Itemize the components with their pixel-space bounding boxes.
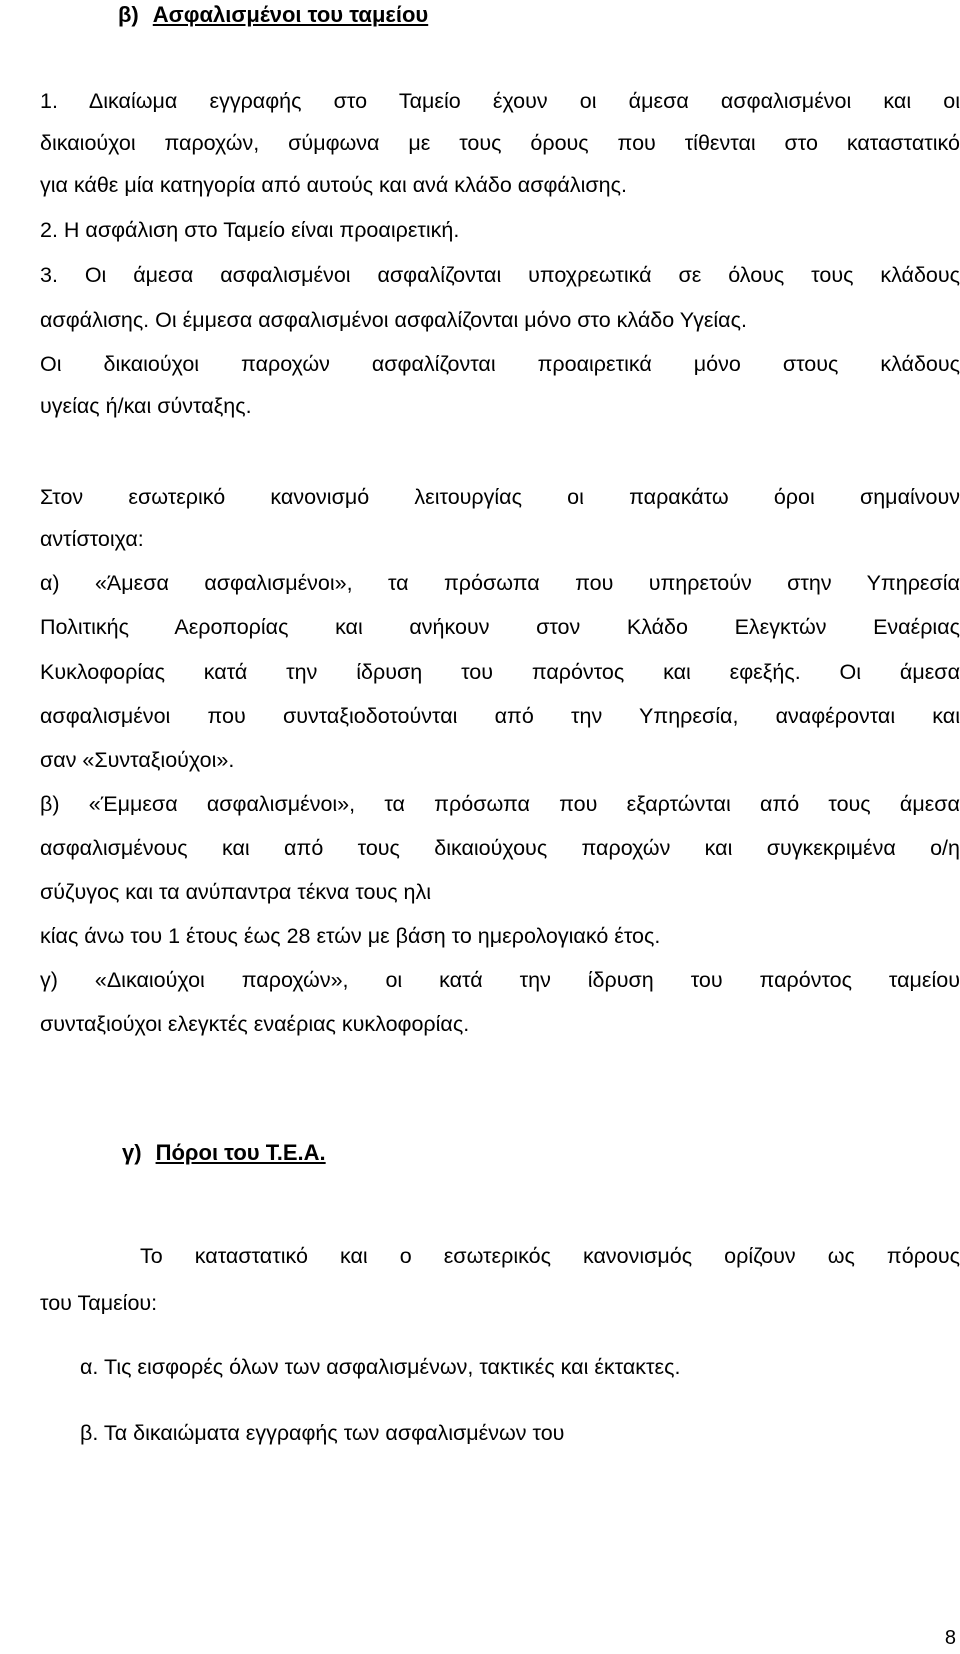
- paragraph-line: γ) «Δικαιούχοι παροχών», οι κατά την ίδρυση του παρόντος ταμείου: [40, 968, 960, 992]
- paragraph-line: Στον εσωτερικό κανονισμό λειτουργίας οι παρακάτω όροι σημαίνουν: [40, 485, 960, 509]
- paragraph-line: 3. Οι άμεσα ασφαλισμένοι ασφαλίζονται υποχρεωτικά σε όλους τους κλάδους: [40, 263, 960, 287]
- paragraph-line: ασφαλισμένους και από τους δικαιούχους παροχών και συγκεκριμένα ο/η: [40, 836, 960, 860]
- paragraph-line: υγείας ή/και σύνταξης.: [40, 394, 252, 418]
- paragraph-line: 2. Η ασφάλιση στο Ταμείο είναι προαιρετική.: [40, 218, 460, 242]
- paragraph-line: Πολιτικής Αεροπορίας και ανήκουν στον Κλάδο Ελεγκτών Εναέριας: [40, 615, 960, 639]
- section-b-title: Ασφαλισμένοι του ταμείου: [152, 2, 429, 27]
- list-item: α. Τις εισφορές όλων των ασφαλισμένων, τακτικές και έκτακτες.: [80, 1355, 681, 1379]
- paragraph-line: Το καταστατικό και ο εσωτερικός κανονισμός ορίζουν ως πόρους: [140, 1244, 960, 1268]
- section-c-number: γ): [122, 1140, 142, 1165]
- paragraph-line: Οι δικαιούχοι παροχών ασφαλίζονται προαιρετικά μόνο στους κλάδους: [40, 352, 960, 376]
- paragraph-line: β) «Έμμεσα ασφαλισμένοι», τα πρόσωπα που εξαρτώνται από τους άμεσα: [40, 792, 960, 816]
- section-b-heading: [118, 2, 960, 28]
- paragraph-line: αντίστοιχα:: [40, 527, 144, 551]
- paragraph-line: για κάθε μία κατηγορία από αυτούς και ανά κλάδο ασφάλισης.: [40, 173, 627, 197]
- page-number: 8: [944, 1627, 956, 1649]
- paragraph-line: σύζυγος και τα ανύπαντρα τέκνα τους ηλι: [40, 880, 432, 904]
- paragraph-line: ασφαλισμένοι που συνταξιοδοτούνται από την Υπηρεσία, αναφέρονται και: [40, 704, 960, 728]
- paragraph-line: Κυκλοφορίας κατά την ίδρυση του παρόντος και εφεξής. Οι άμεσα: [40, 660, 960, 684]
- section-b-number: β): [118, 2, 139, 27]
- paragraph-line: σαν «Συνταξιούχοι».: [40, 748, 235, 772]
- section-c-heading: [122, 1140, 960, 1166]
- paragraph-line: του Ταμείου:: [40, 1291, 158, 1315]
- paragraph-line: δικαιούχοι παροχών, σύμφωνα με τους όρους που τίθενται στο καταστατικό: [40, 131, 960, 155]
- paragraph-line: α) «Άμεσα ασφαλισμένοι», τα πρόσωπα που υπηρετούν στην Υπηρεσία: [40, 571, 960, 595]
- section-c-title: Πόροι του Τ.Ε.Α.: [155, 1140, 326, 1165]
- paragraph-line: κίας άνω του 1 έτους έως 28 ετών με βάση το ημερολογιακό έτος.: [40, 924, 661, 948]
- paragraph-line: συνταξιούχοι ελεγκτές εναέριας κυκλοφορίας.: [40, 1012, 470, 1036]
- list-item: β. Τα δικαιώματα εγγραφής των ασφαλισμένων του: [80, 1421, 565, 1445]
- paragraph-line: 1. Δικαίωμα εγγραφής στο Ταμείο έχουν οι άμεσα ασφαλισμένοι και οι: [40, 89, 960, 113]
- paragraph-line: ασφάλισης. Οι έμμεσα ασφαλισμένοι ασφαλίζονται μόνο στο κλάδο Υγείας.: [40, 308, 747, 332]
